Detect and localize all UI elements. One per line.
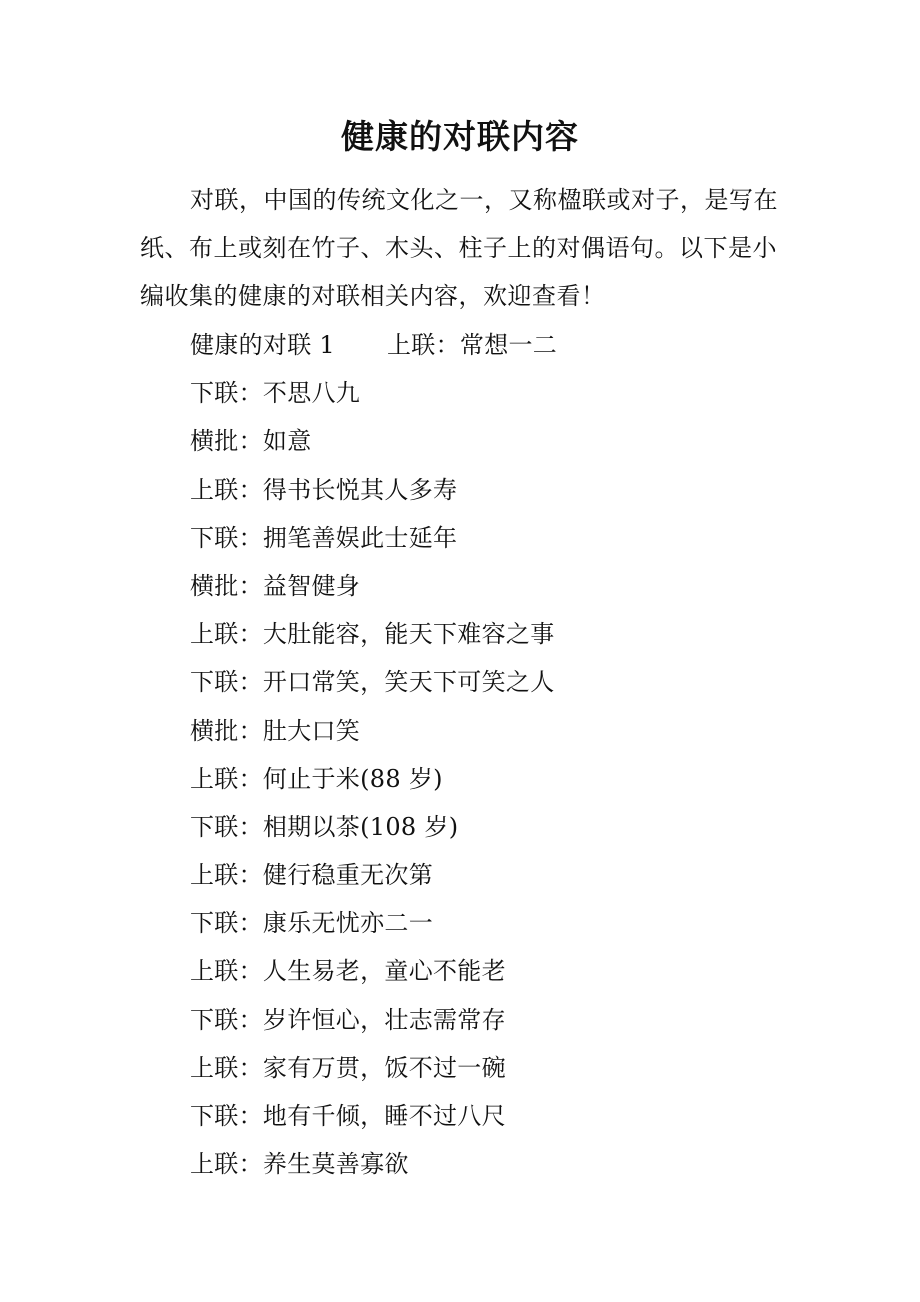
list-item: 上联：得书长悦其人多寿 [190,475,458,504]
list-item: 上联：健行稳重无次第 [190,861,433,890]
list-item: 下联：岁许恒心，壮志需常存 [190,1005,506,1034]
list-item: 下联：地有千倾，睡不过八尺 [190,1102,506,1130]
list-item: 横批：益智健身 [190,571,361,600]
page-title: 健康的对联内容 [341,117,579,156]
list-item: 上联：养生莫善寡欲 [190,1150,409,1179]
list-item: 横批：如意 [190,427,312,456]
list-item: 上联：大肚能容，能天下难容之事 [190,620,555,649]
intro-paragraph: 对联，中国的传统文化之一，又称楹联或对子，是写在纸、布上或刻在竹子、木头、柱子上的对偶语句。以下是小编收集的健康的对联相关内容，欢迎查看！ [140,186,778,310]
couplet-list [190,321,790,1188]
list-item: 下联：不思八九 [190,379,361,408]
section-heading: 健康的对联 1 [190,331,335,359]
couplet-line: 上联：常想一二 [387,331,558,359]
list-item: 下联：开口常笑，笑天下可笑之人 [190,668,555,697]
list-item: 上联：家有万贯，饭不过一碗 [190,1053,506,1082]
list-item: 下联：拥笔善娱此士延年 [190,523,458,552]
list-item: 横批：肚大口笑 [190,716,361,745]
list-item [190,321,790,369]
list-item: 下联：相期以茶(108 岁) [190,812,459,841]
list-item: 上联：人生易老，童心不能老 [190,957,506,986]
list-item: 上联：何止于米(88 岁) [190,764,443,793]
list-item: 下联：康乐无忧亦二一 [190,909,433,938]
